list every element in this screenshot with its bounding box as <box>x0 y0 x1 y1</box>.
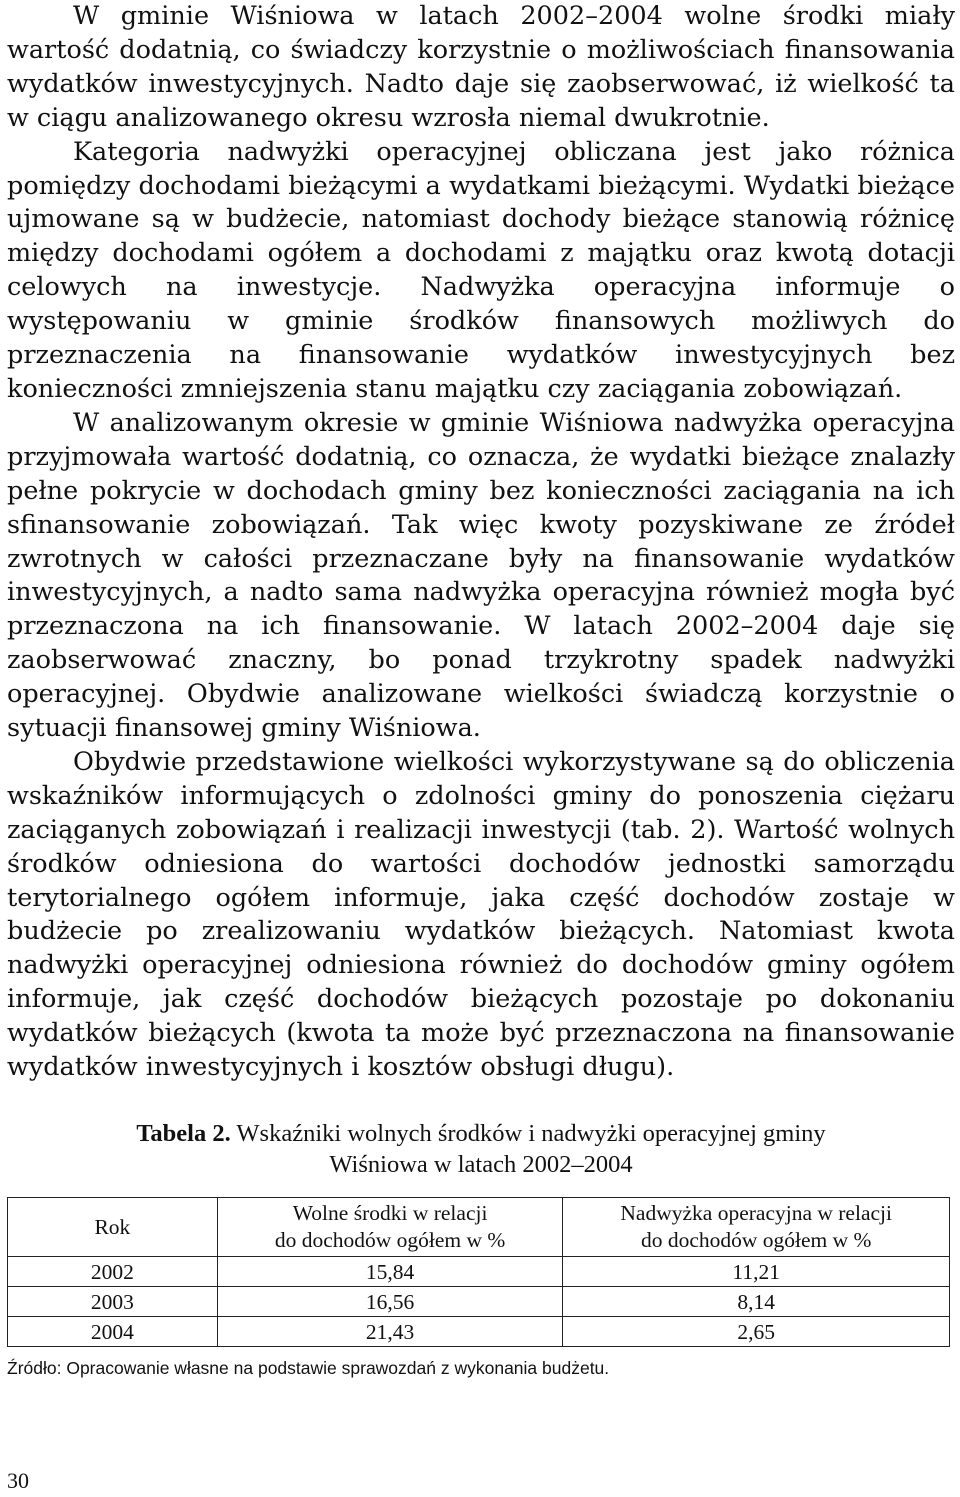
cell-free-funds: 21,43 <box>217 1317 563 1347</box>
indicators-table <box>7 1197 950 1347</box>
document-page <box>7 0 955 1497</box>
table-row <box>8 1317 950 1347</box>
header-free-funds <box>217 1198 563 1257</box>
header-operating-surplus <box>563 1198 950 1257</box>
table-caption-line1 <box>7 1118 955 1149</box>
cell-free-funds: 16,56 <box>217 1287 563 1317</box>
cell-surplus: 8,14 <box>563 1287 950 1317</box>
cell-year: 2002 <box>8 1257 218 1287</box>
paragraph-operating-surplus-definition: Kategoria nadwyżki operacyjnej obliczana jest jako różnica pomiędzy dochodami bieżącymi a wydatkami bieżącymi. Wydatki bieżące ujmowane są w budżecie, natomiast dochody bieżące stanowią różnicę między dochodami ogółem a dochodami z majątku oraz kwotą dotacji celowych na inwestycje. Nadwyżka operacyjna informuje o występowaniu w gminie środków finansowych możliwych do przeznaczenia na finansowanie wydatków inwestycyjnych bez konieczności zmniejszenia stanu majątku czy zaciągania zobowiązań. <box>7 136 955 404</box>
header-free-funds-line1: Wolne środki w relacji <box>292 1201 488 1225</box>
table-row <box>8 1257 950 1287</box>
paragraph-free-funds: W gminie Wiśniowa w latach 2002–2004 wolne środki miały wartość dodatnią, co świadczy korzystnie o możliwościach finansowania wydatków inwestycyjnych. Nadto daje się zaobserwować, iż wielkość ta w ciągu analizowanego okresu wzrosła niemal dwukrotnie. <box>7 1 955 133</box>
header-free-funds-line2: do dochodów ogółem w % <box>274 1228 506 1252</box>
table-caption <box>7 1118 955 1180</box>
header-surplus-line1: Nadwyżka operacyjna w relacji <box>620 1201 892 1225</box>
table-row <box>8 1287 950 1317</box>
table-label: Tabela 2. <box>136 1120 231 1147</box>
body-text <box>7 0 955 1085</box>
table-title-line1: Wskaźniki wolnych środków i nadwyżki operacyjnej gminy <box>236 1120 826 1147</box>
table-source-note: Źródło: Opracowanie własne na podstawie sprawozdań z wykonania budżetu. <box>7 1358 610 1378</box>
cell-surplus: 11,21 <box>563 1257 950 1287</box>
cell-year: 2004 <box>8 1317 218 1347</box>
cell-free-funds: 15,84 <box>217 1257 563 1287</box>
cell-year: 2003 <box>8 1287 218 1317</box>
header-year: Rok <box>8 1198 218 1257</box>
paragraph-indicators: Obydwie przedstawione wielkości wykorzystywane są do obliczenia wskaźników informujących o zdolności gminy do ponoszenia ciężaru zaciąganych zobowiązań i realizacji inwestycji (tab. 2). Wartość wolnych środków odniesiona do wartości dochodów jednostki samorządu terytorialnego ogółem informuje, jaka część dochodów zostaje w budżecie po zrealizowaniu wydatków bieżących. Natomiast kwota nadwyżki operacyjnej odniesiona również do dochodów gminy ogółem informuje, jak część dochodów bieżących pozostaje po dokonaniu wydatków bieżących (kwota ta może być przeznaczona na finansowanie wydatków inwestycyjnych i kosztów obsługi długu). <box>7 746 955 1083</box>
cell-surplus: 2,65 <box>563 1317 950 1347</box>
table-header-row <box>8 1198 950 1257</box>
header-surplus-line2: do dochodów ogółem w % <box>640 1228 872 1252</box>
page-number: 30 <box>7 1468 29 1493</box>
paragraph-operating-surplus-analysis: W analizowanym okresie w gminie Wiśniowa nadwyżka operacyjna przyjmowała wartość dodatnią, co oznacza, że wydatki bieżące znalazły pełne pokrycie w dochodach gminy bez konieczności zaciągania na ich sfinansowanie zobowiązań. Tak więc kwoty pozyskiwane ze źródeł zwrotnych w całości przeznaczane były na finansowanie wydatków inwestycyjnych, a nadto sama nadwyżka operacyjna również mogła być przeznaczona na ich finansowanie. W latach 2002–2004 daje się zaobserwować znaczny, bo ponad trzykrotny spadek nadwyżki operacyjnej. Obydwie analizowane wielkości świadczą korzystnie o sytuacji finansowej gminy Wiśniowa. <box>7 407 955 744</box>
table-title-line2: Wiśniowa w latach 2002–2004 <box>329 1151 633 1178</box>
